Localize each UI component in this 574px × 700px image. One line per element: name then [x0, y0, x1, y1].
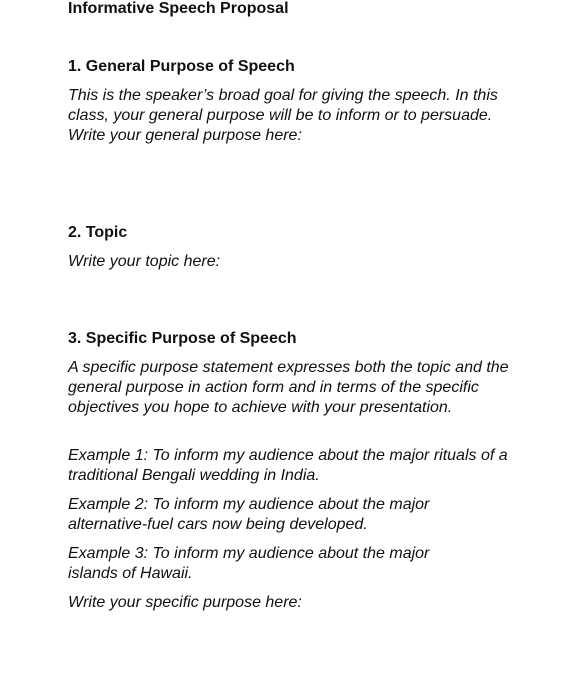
- example-3: Example 3: To inform my audience about the major islands of Hawaii.: [68, 545, 430, 582]
- section-heading-specific-purpose: 3. Specific Purpose of Speech: [68, 330, 297, 347]
- specific-purpose-write-prompt: Write your specific purpose here:: [68, 594, 302, 611]
- topic-instructions: Write your topic here:: [68, 253, 221, 270]
- section-heading-general-purpose: 1. General Purpose of Speech: [68, 58, 295, 75]
- general-purpose-instructions: This is the speaker’s broad goal for giving the speech. In this class, your general purpose will be to inform or to persuade. Write your general purpose here:: [68, 87, 498, 144]
- example-1: Example 1: To inform my audience about the major rituals of a traditional Bengali wedding in India.: [68, 447, 508, 484]
- section-heading-topic: 2. Topic: [68, 224, 128, 241]
- example-2: Example 2: To inform my audience about the major alternative-fuel cars now being developed.: [68, 496, 430, 533]
- document-title: Informative Speech Proposal: [68, 0, 289, 17]
- specific-purpose-definition: A specific purpose statement expresses both the topic and the general purpose in action form and in terms of the specific objectives you hope to achieve with your presentation.: [68, 359, 509, 416]
